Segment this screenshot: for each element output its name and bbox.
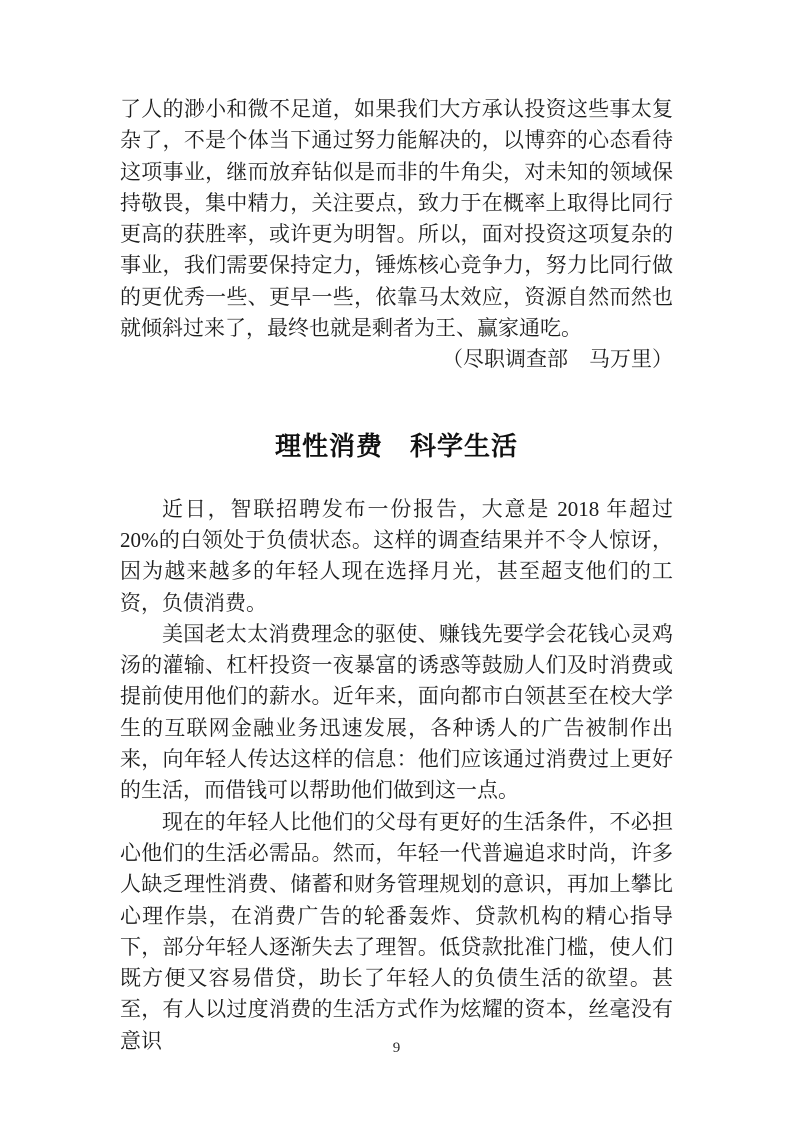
text-block bbox=[120, 94, 673, 1057]
page-number: 9 bbox=[392, 1040, 401, 1056]
article-paragraph-1: 近日，智联招聘发布一份报告，大意是 2018 年超过 20%的白领处于负债状态。这样的调查结果并不令人惊讶，因为越来越多的年轻人现在选择月光，甚至超支他们的工资，负债消费。 bbox=[120, 496, 673, 615]
article-title: 理性消费 科学生活 bbox=[274, 430, 518, 461]
article-paragraph-3: 现在的年轻人比他们的父母有更好的生活条件，不必担心他们的生活必需品。然而，年轻一代普遍追求时尚，许多人缺乏理性消费、储蓄和财务管理规划的意识，再加上攀比心理作祟，在消费广告的轮番轰炸、贷款机构的精心指导下，部分年轻人逐渐失去了理智。低贷款批准门槛，使人们既方便又容易借贷，助长了年轻人的负债生活的欲望。甚至，有人以过度消费的生活方式作为炫耀的资本，丝毫没有意识 bbox=[120, 809, 673, 1053]
continuation-paragraph: 了人的渺小和微不足道，如果我们大方承认投资这些事太复杂了，不是个体当下通过努力能解决的，以博弈的心态看待这项事业，继而放弃钻似是而非的牛角尖，对未知的领域保持敬畏，集中精力，关注要点，致力于在概率上取得比同行更高的获胜率，或许更为明智。所以，面对投资这项复杂的事业，我们需要保持定力，锤炼核心竞争力，努力比同行做的更优秀一些、更早一些，依靠马太效应，资源自然而然也就倾斜过来了，最终也就是剩者为王、赢家通吃。 bbox=[120, 97, 673, 341]
article-paragraph-2: 美国老太太消费理念的驱使、赚钱先要学会花钱心灵鸡汤的灌输、杠杆投资一夜暴富的诱惑等鼓励人们及时消费或提前使用他们的薪水。近年来，面向都市白领甚至在校大学生的互联网金融业务迅速发展，各种诱人的广告被制作出来，向年轻人传达这样的信息：他们应该通过消费过上更好的生活，而借钱可以帮助他们做到这一点。 bbox=[120, 621, 673, 803]
signature-line: （尽职调查部 马万里） bbox=[442, 347, 673, 372]
